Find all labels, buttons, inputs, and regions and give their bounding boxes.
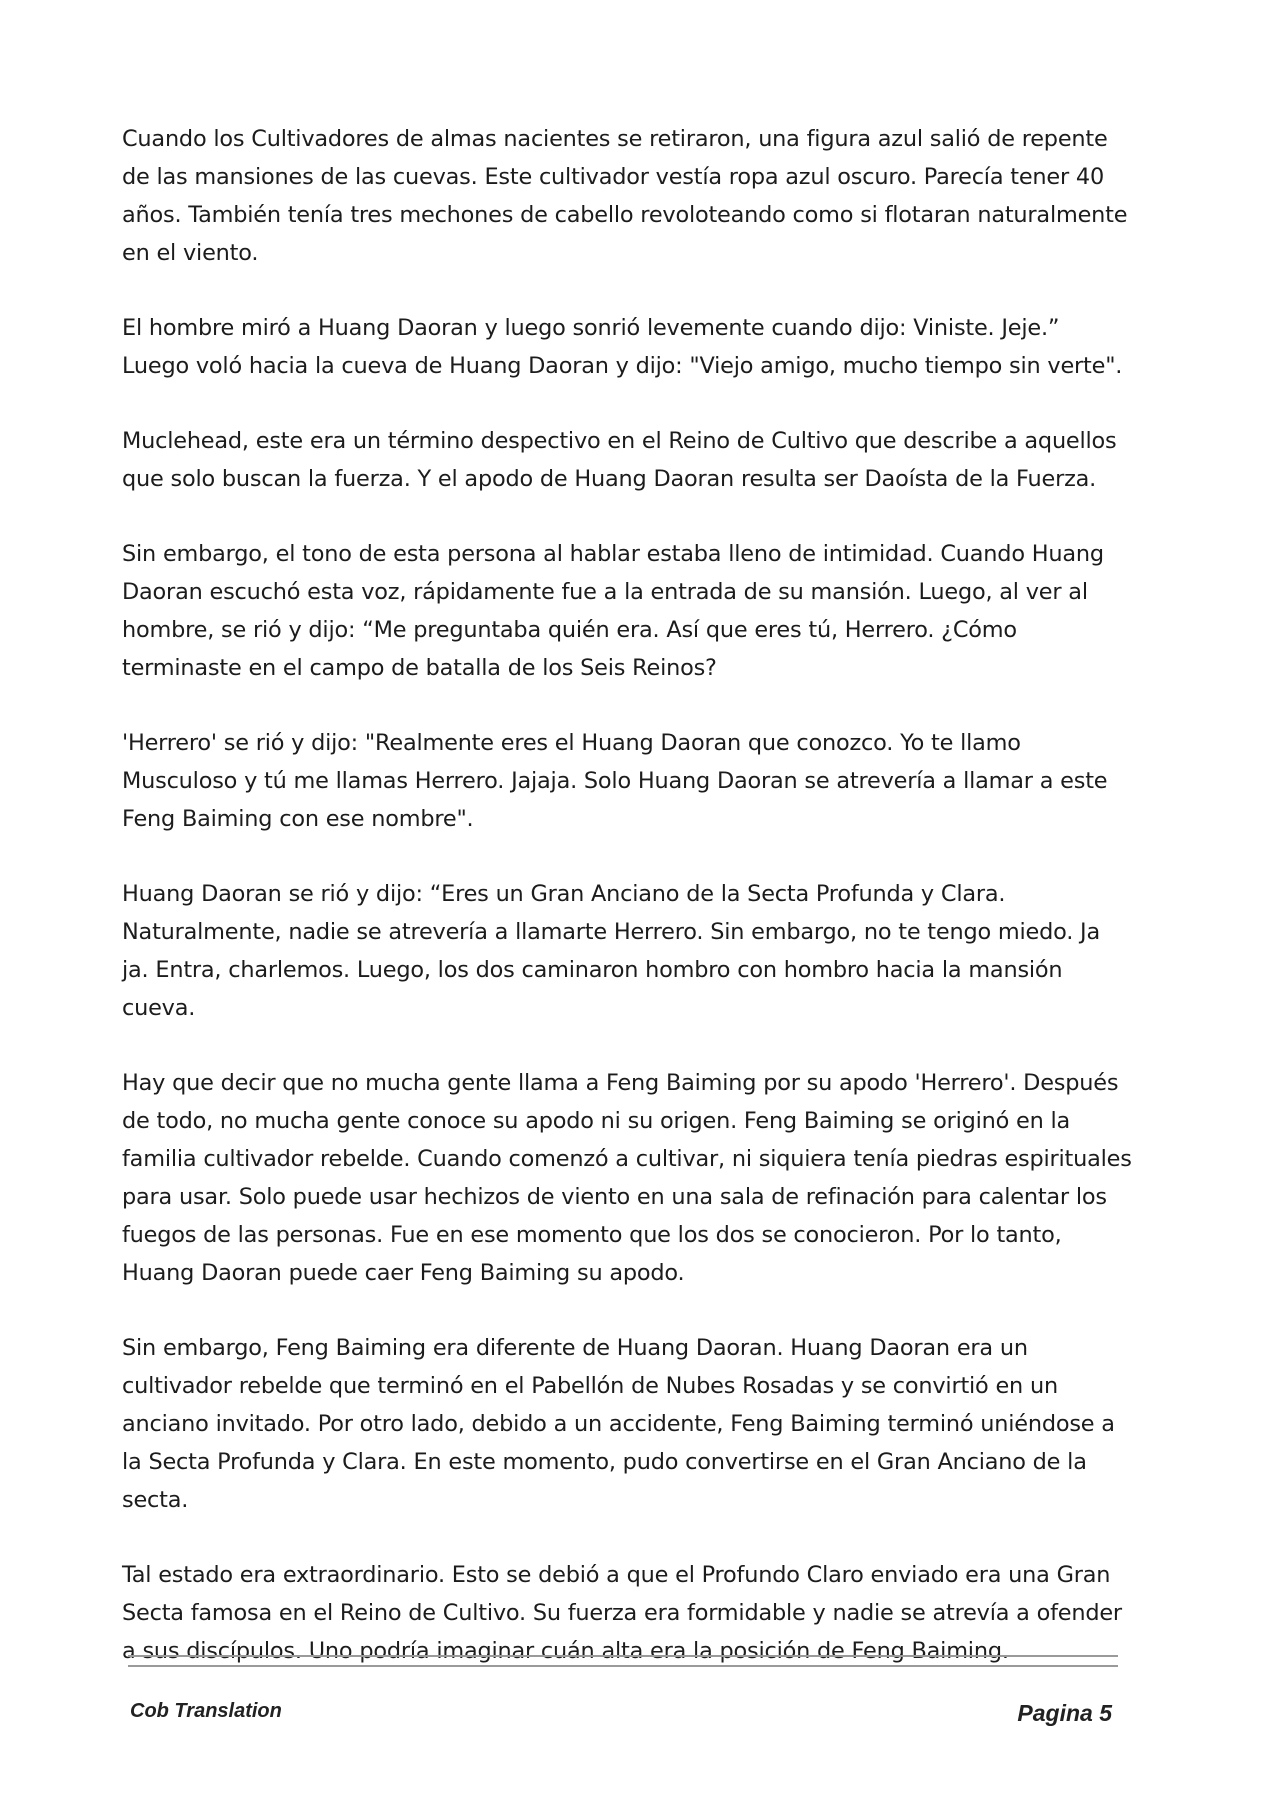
paragraph-7: Hay que decir que no mucha gente llama a Feng Baiming por su apodo 'Herrero'. Después de todo, no mucha gente conoce su apodo ni su origen. Feng Baiming se originó en la familia cultivador rebelde. Cuando comenzó a cultivar, ni siquiera tenía piedras espirituales para usar. Solo puede usar hechizos de viento en una sala de refinación para calentar los fuegos de las personas. Fue en ese momento que los dos se conocieron. Por lo tanto, Huang Daoran puede caer Feng Baiming su apodo.: [122, 1070, 1132, 1286]
paragraph-6: Huang Daoran se rió y dijo: “Eres un Gran Anciano de la Secta Profunda y Clara. Naturalmente, nadie se atrevería a llamarte Herrero. Sin embargo, no te tengo miedo. Ja ja. Entra, charlemos. Luego, los dos caminaron hombro con hombro hacia la mansión cueva.: [122, 881, 1100, 1021]
paragraph-9: Tal estado era extraordinario. Esto se debió a que el Profundo Claro enviado era una Gran Secta famosa en el Reino de Cultivo. Su fuerza era formidable y nadie se atrevía a ofender a sus discípulos. Uno podría imaginar cuán alta era la posición de Feng Baiming.: [122, 1562, 1122, 1664]
footer-page-number: Pagina 5: [1017, 1700, 1112, 1726]
paragraph-8: Sin embargo, Feng Baiming era diferente de Huang Daoran. Huang Daoran era un cultivador rebelde que terminó en el Pabellón de Nubes Rosadas y se convirtió en un anciano invitado. Por otro lado, debido a un accidente, Feng Baiming terminó uniéndose a la Secta Profunda y Clara. En este momento, pudo convertirse en el Gran Anciano de la secta.: [122, 1335, 1115, 1513]
paragraph-5: 'Herrero' se rió y dijo: "Realmente eres el Huang Daoran que conozco. Yo te llamo Musculoso y tú me llamas Herrero. Jajaja. Solo Huang Daoran se atrevería a llamar a este Feng Baiming con ese nombre".: [122, 730, 1108, 832]
footer-divider-bottom: [128, 1665, 1118, 1667]
paragraph-4: Sin embargo, el tono de esta persona al hablar estaba lleno de intimidad. Cuando Huang Daoran escuchó esta voz, rápidamente fue a la entrada de su mansión. Luego, al ver al hombre, se rió y dijo: “Me preguntaba quién era. Así que eres tú, Herrero. ¿Cómo terminaste en el campo de batalla de los Seis Reinos?: [122, 541, 1104, 681]
paragraph-2: El hombre miró a Huang Daoran y luego sonrió levemente cuando dijo: Viniste. Jeje.” Luego voló hacia la cueva de Huang Daoran y dijo: "Viejo amigo, mucho tiempo sin verte".: [122, 315, 1123, 379]
page-body: [122, 120, 1132, 1707]
paragraph-3: Muclehead, este era un término despectivo en el Reino de Cultivo que describe a aquellos que solo buscan la fuerza. Y el apodo de Huang Daoran resulta ser Daoísta de la Fuerza.: [122, 428, 1117, 492]
footer-divider-top: [128, 1655, 1118, 1657]
paragraph-1: Cuando los Cultivadores de almas nacientes se retiraron, una figura azul salió de repente de las mansiones de las cuevas. Este cultivador vestía ropa azul oscuro. Parecía tener 40 años. También tenía tres mechones de cabello revoloteando como si flotaran naturalmente en el viento.: [122, 126, 1128, 266]
footer-translator-credit: Cob Translation: [130, 1700, 282, 1722]
